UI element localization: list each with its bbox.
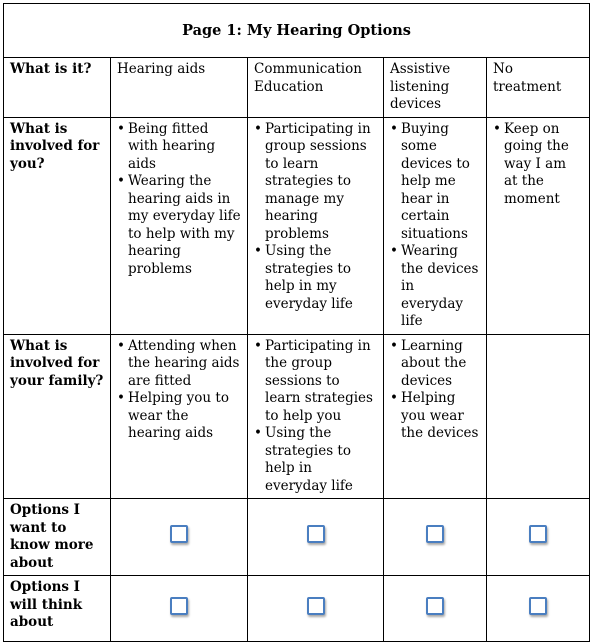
cell-you-hearing-aids (111, 117, 248, 334)
bullet-list (390, 121, 480, 331)
list-item: • Being fitted with hearing aids (117, 121, 241, 174)
hearing-options-table (3, 3, 590, 642)
checkbox-think-communication-education[interactable] (307, 597, 325, 615)
bullet-list (390, 338, 480, 443)
list-item: • Learning about the devices (390, 338, 480, 391)
cell-think-no-treatment (487, 576, 590, 642)
cell-think-communication-education (248, 576, 384, 642)
bullet-list (117, 338, 241, 443)
checkbox-think-hearing-aids[interactable] (170, 597, 188, 615)
list-item: • Helping you to wear the hearing aids (117, 390, 241, 443)
row-header-what-is-it: What is it? (4, 58, 111, 118)
checkbox-think-assistive-listening-devices[interactable] (426, 597, 444, 615)
cell-family-hearing-aids (111, 334, 248, 499)
list-item: • Wearing the hearing aids in my everyday life to help with my hearing problems (117, 173, 241, 278)
list-item: • Participating in the group sessions to learn strategies to help you (254, 338, 377, 426)
checkbox-know-hearing-aids[interactable] (170, 525, 188, 543)
cell-you-no-treatment (487, 117, 590, 334)
cell-family-communication-education (248, 334, 384, 499)
column-header-assistive-listening-devices: Assistive listening devices (384, 58, 487, 118)
row-header-involved-for-you: What is involved for you? (4, 117, 111, 334)
list-item: • Participating in group sessions to learn strategies to manage my hearing problems (254, 121, 377, 244)
cell-family-no-treatment (487, 334, 590, 499)
column-header-communication-education: Communication Education (248, 58, 384, 118)
list-item: • Using the strategies to help in everyday life (254, 425, 377, 495)
cell-you-communication-education (248, 117, 384, 334)
list-item: • Buying some devices to help me hear in certain situations (390, 121, 480, 244)
cell-know-hearing-aids (111, 499, 248, 576)
checkbox-think-no-treatment[interactable] (529, 597, 547, 615)
cell-know-communication-education (248, 499, 384, 576)
list-item: • Wearing the devices in everyday life (390, 243, 480, 331)
column-header-hearing-aids: Hearing aids (111, 58, 248, 118)
cell-family-assistive-listening-devices (384, 334, 487, 499)
row-header-involved-for-family: What is involved for your family? (4, 334, 111, 499)
list-item: • Keep on going the way I am at the moment (493, 121, 583, 209)
cell-think-hearing-aids (111, 576, 248, 642)
cell-think-assistive-listening-devices (384, 576, 487, 642)
row-header-want-to-know-more: Options I want to know more about (4, 499, 111, 576)
list-item: • Helping you wear the devices (390, 390, 480, 443)
column-header-no-treatment: No treatment (487, 58, 590, 118)
bullet-list (254, 338, 377, 496)
cell-you-assistive-listening-devices (384, 117, 487, 334)
row-header-will-think-about: Options I will think about (4, 576, 111, 642)
cell-know-no-treatment (487, 499, 590, 576)
list-item: • Using the strategies to help in my everyday life (254, 243, 377, 313)
page-title: Page 1: My Hearing Options (4, 4, 590, 58)
checkbox-know-assistive-listening-devices[interactable] (426, 525, 444, 543)
bullet-list (117, 121, 241, 279)
checkbox-know-no-treatment[interactable] (529, 525, 547, 543)
list-item: • Attending when the hearing aids are fitted (117, 338, 241, 391)
checkbox-know-communication-education[interactable] (307, 525, 325, 543)
cell-know-assistive-listening-devices (384, 499, 487, 576)
bullet-list (254, 121, 377, 314)
bullet-list (493, 121, 583, 209)
